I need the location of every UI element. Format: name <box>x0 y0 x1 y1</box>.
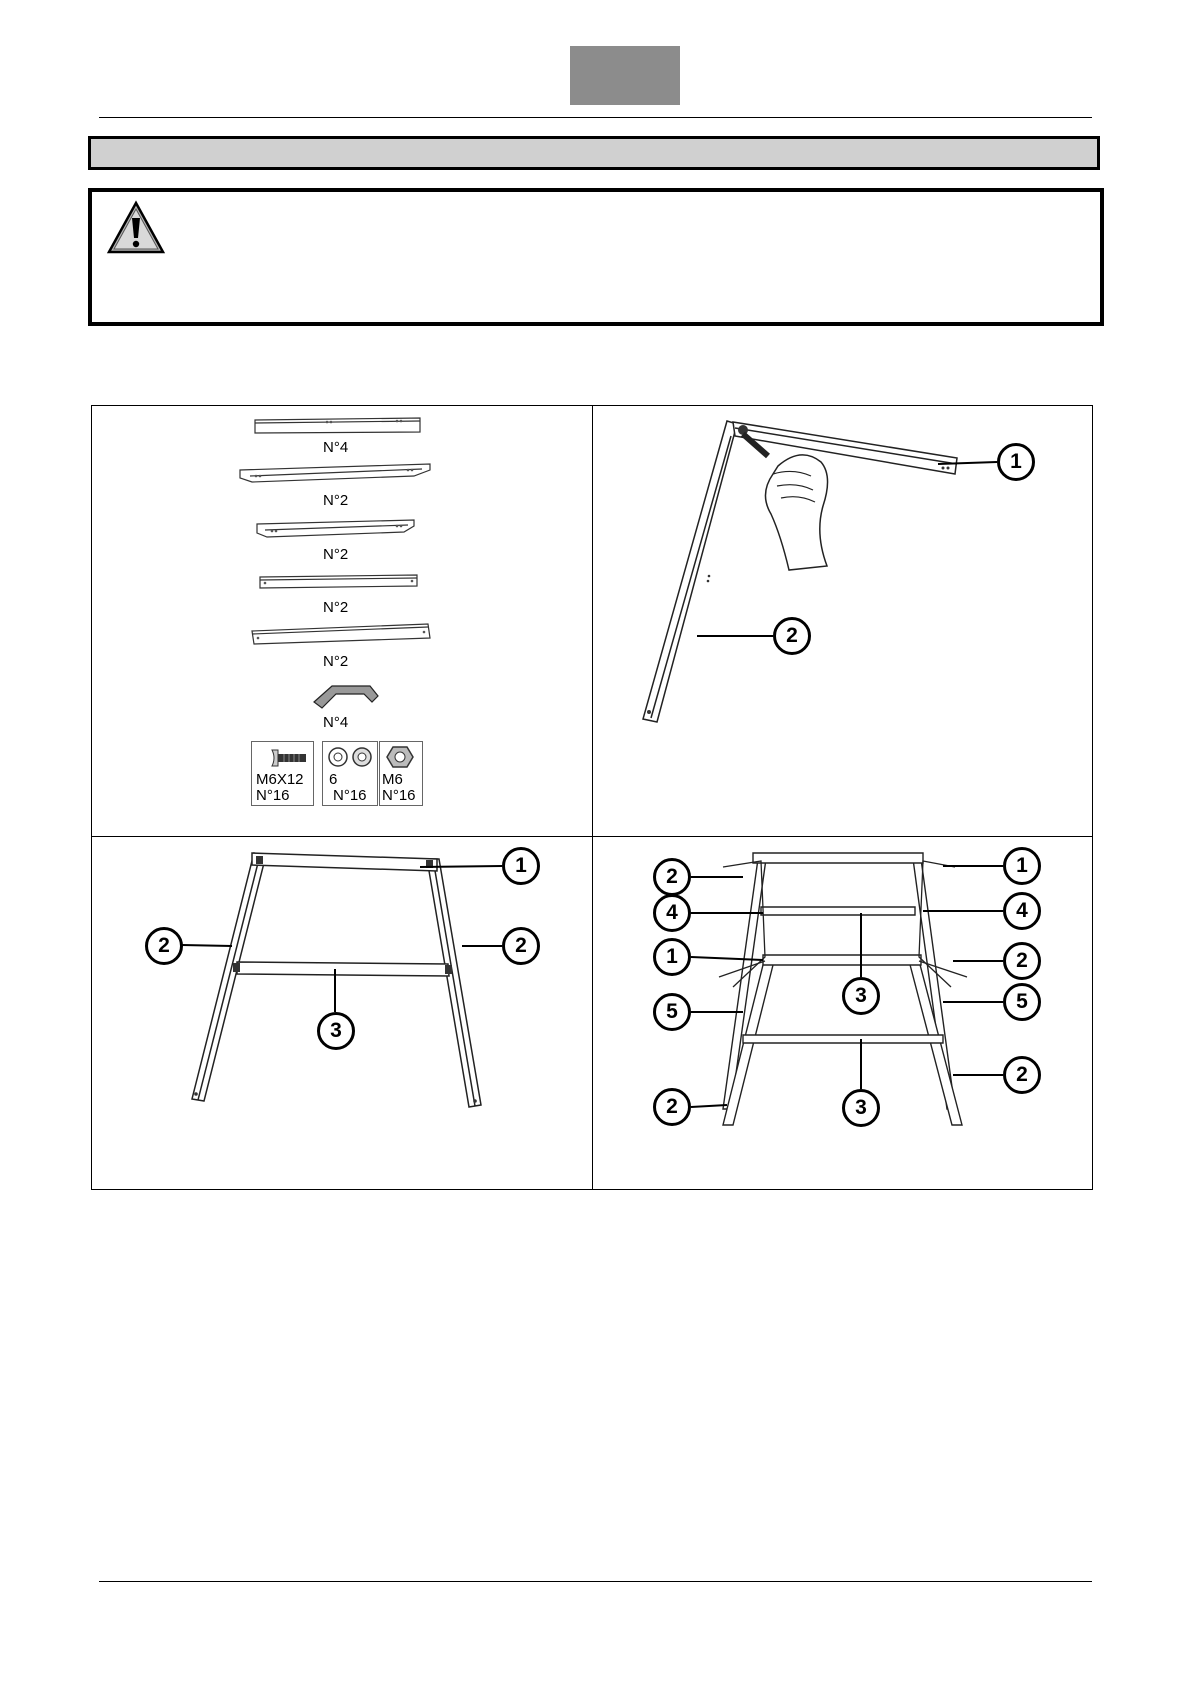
part-qty-label: N°4 <box>323 439 349 456</box>
header-rule <box>99 117 1092 118</box>
hex-nut-icon <box>386 745 414 769</box>
callout-3: 3 <box>842 1089 880 1127</box>
section-title-bar <box>88 136 1100 170</box>
assembly-step-3-panel <box>593 837 1093 1190</box>
hardware-spec: 6 <box>329 771 338 788</box>
callout-2: 2 <box>502 927 540 965</box>
callout-4: 4 <box>1003 892 1041 930</box>
hardware-spec: M6 <box>382 771 403 788</box>
callout-2: 2 <box>145 927 183 965</box>
assembly-figure-grid <box>91 405 1093 1190</box>
callout-2: 2 <box>1003 1056 1041 1094</box>
callout-1: 1 <box>502 847 540 885</box>
hardware-spec: M6X12 <box>256 771 304 788</box>
hardware-qty: N°16 <box>256 787 290 804</box>
assembly-step-1-panel <box>593 406 1093 836</box>
washer-icon <box>326 746 376 768</box>
callout-3: 3 <box>842 977 880 1015</box>
footer-rule <box>99 1581 1092 1582</box>
hardware-washer-box <box>322 741 378 806</box>
hardware-qty: N°16 <box>382 787 416 804</box>
callout-1: 1 <box>1003 847 1041 885</box>
callout-4: 4 <box>653 894 691 932</box>
hardware-qty: N°16 <box>333 787 367 804</box>
callout-5: 5 <box>653 993 691 1031</box>
warning-triangle-icon <box>106 200 166 256</box>
warning-box <box>88 188 1104 326</box>
callout-3: 3 <box>317 1012 355 1050</box>
callout-5: 5 <box>1003 983 1041 1021</box>
parts-list-panel <box>92 406 592 836</box>
part-qty-label: N°2 <box>323 599 349 616</box>
hardware-bolt-box <box>251 741 314 806</box>
callout-2: 2 <box>653 858 691 896</box>
callout-2: 2 <box>653 1088 691 1126</box>
callout-1: 1 <box>653 938 691 976</box>
part-qty-label: N°2 <box>323 546 349 563</box>
part-qty-label: N°2 <box>323 653 349 670</box>
callout-2: 2 <box>1003 942 1041 980</box>
part-qty-label: N°4 <box>323 714 349 731</box>
header-tab <box>570 46 680 105</box>
callout-1: 1 <box>997 443 1035 481</box>
assembly-step-2-panel <box>92 837 592 1190</box>
carriage-bolt-icon <box>270 748 308 768</box>
part-qty-label: N°2 <box>323 492 349 509</box>
callout-2: 2 <box>773 617 811 655</box>
hardware-nut-box <box>379 741 423 806</box>
